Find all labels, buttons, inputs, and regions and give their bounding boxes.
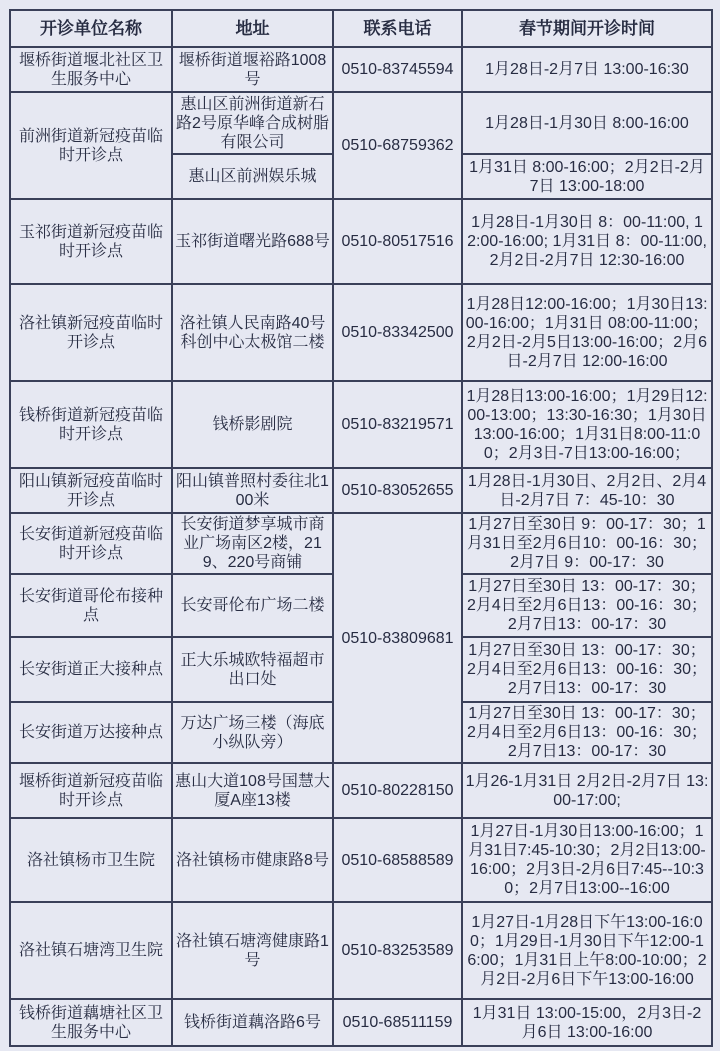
address-cell: 正大乐城欧特福超市出口处 <box>172 637 333 702</box>
address-cell: 万达广场三楼（海底小纵队旁） <box>172 702 333 763</box>
clinic-name-cell: 玉祁街道新冠疫苗临时开诊点 <box>10 199 172 284</box>
time-cell: 1月27日-1月28日下午13:00-16:00；1月29日-1月30日下午12:00-16:00；1月31日上午8:00-10:00；2月2日-2月6日下午13:00-16:00 <box>462 902 712 999</box>
address-cell: 长安街道梦享城市商业广场南区2楼，219、220号商铺 <box>172 513 333 574</box>
time-cell: 1月28日-1月30日 8:00-16:00 <box>462 92 712 154</box>
table-row <box>10 284 712 381</box>
time-cell: 1月28日12:00-16:00；1月30日13:00-16:00；1月31日 08:00-11:00；2月2日-2月5日13:00-16:00；2月6日-2月7日 12:00-16:00 <box>462 284 712 381</box>
table-row <box>10 513 712 574</box>
clinic-name-cell: 阳山镇新冠疫苗临时开诊点 <box>10 468 172 513</box>
phone-cell: 0510-80517516 <box>333 199 462 284</box>
address-cell: 钱桥影剧院 <box>172 381 333 468</box>
address-cell: 阳山镇普照村委往北100米 <box>172 468 333 513</box>
time-cell: 1月27日至30日 13：00-17：30；2月4日至2月6日13：00-16：30；2月7日13：00-17：30 <box>462 574 712 637</box>
table-row <box>10 763 712 818</box>
time-cell: 1月28日-1月30日、2月2日、2月4日-2月7日 7：45-10：30 <box>462 468 712 513</box>
table-row <box>10 468 712 513</box>
time-cell: 1月27日至30日 9：00-17：30；1月31日至2月6日10：00-16：30；2月7日 9：00-17：30 <box>462 513 712 574</box>
clinic-name-cell: 钱桥街道藕塘社区卫生服务中心 <box>10 999 172 1046</box>
phone-cell: 0510-83745594 <box>333 47 462 92</box>
table-row <box>10 92 712 154</box>
time-cell: 1月27日至30日 13：00-17：30；2月4日至2月6日13：00-16：30；2月7日13：00-17：30 <box>462 637 712 702</box>
address-cell: 玉祁街道曙光路688号 <box>172 199 333 284</box>
time-cell: 1月31日 13:00-15:00，2月3日-2月6日 13:00-16:00 <box>462 999 712 1046</box>
time-cell: 1月28日-1月30日 8：00-11:00, 12:00-16:00; 1月31日 8：00-11:00, 2月2日-2月7日 12:30-16:00 <box>462 199 712 284</box>
clinic-schedule-table <box>9 9 713 1047</box>
time-cell: 1月27日至30日 13：00-17：30；2月4日至2月6日13：00-16：30；2月7日13：00-17：30 <box>462 702 712 763</box>
table-row <box>10 999 712 1046</box>
address-cell: 堰桥街道堰裕路1008号 <box>172 47 333 92</box>
table-row <box>10 902 712 999</box>
address-cell: 洛社镇人民南路40号科创中心太极馆二楼 <box>172 284 333 381</box>
header-hours: 春节期间开诊时间 <box>462 10 712 47</box>
phone-cell: 0510-83219571 <box>333 381 462 468</box>
time-cell: 1月28日-2月7日 13:00-16:30 <box>462 47 712 92</box>
clinic-name-cell: 长安街道哥伦布接种点 <box>10 574 172 637</box>
address-cell: 长安哥伦布广场二楼 <box>172 574 333 637</box>
time-cell: 1月27日-1月30日13:00-16:00；1月31日7:45-10:30；2月2日13:00-16:00；2月3日-2月6日7:45--10:30；2月7日13:00--16:00 <box>462 818 712 902</box>
phone-cell: 0510-83052655 <box>333 468 462 513</box>
address-cell: 洛社镇石塘湾健康路1号 <box>172 902 333 999</box>
clinic-name-cell: 长安街道万达接种点 <box>10 702 172 763</box>
table-row <box>10 381 712 468</box>
phone-cell: 0510-68511159 <box>333 999 462 1046</box>
time-cell: 1月26-1月31日 2月2日-2月7日 13:00-17:00; <box>462 763 712 818</box>
address-cell: 洛社镇杨市健康路8号 <box>172 818 333 902</box>
clinic-name-cell: 前洲街道新冠疫苗临时开诊点 <box>10 92 172 199</box>
header-clinic-name: 开诊单位名称 <box>10 10 172 47</box>
table-row <box>10 818 712 902</box>
time-cell: 1月28日13:00-16:00；1月29日12:00-13:00；13:30-16:30；1月30日13:00-16:00；1月31日8:00-11:00；2月3日-7日13:00-16:00； <box>462 381 712 468</box>
clinic-name-cell: 洛社镇石塘湾卫生院 <box>10 902 172 999</box>
address-cell: 惠山区前洲街道新石路2号原华峰合成树脂有限公司 <box>172 92 333 154</box>
address-cell: 惠山大道108号国慧大厦A座13楼 <box>172 763 333 818</box>
address-cell: 惠山区前洲娱乐城 <box>172 154 333 199</box>
clinic-name-cell: 长安街道新冠疫苗临时开诊点 <box>10 513 172 574</box>
clinic-name-cell: 堰桥街道新冠疫苗临时开诊点 <box>10 763 172 818</box>
clinic-name-cell: 堰桥街道堰北社区卫生服务中心 <box>10 47 172 92</box>
phone-cell: 0510-80228150 <box>333 763 462 818</box>
time-cell: 1月31日 8:00-16:00；2月2日-2月7日 13:00-18:00 <box>462 154 712 199</box>
table-header-row <box>10 10 712 47</box>
clinic-name-cell: 洛社镇杨市卫生院 <box>10 818 172 902</box>
phone-cell: 0510-68759362 <box>333 92 462 199</box>
clinic-name-cell: 钱桥街道新冠疫苗临时开诊点 <box>10 381 172 468</box>
clinic-name-cell: 洛社镇新冠疫苗临时开诊点 <box>10 284 172 381</box>
clinic-name-cell: 长安街道正大接种点 <box>10 637 172 702</box>
phone-cell: 0510-83253589 <box>333 902 462 999</box>
phone-cell: 0510-68588589 <box>333 818 462 902</box>
phone-cell: 0510-83342500 <box>333 284 462 381</box>
header-phone: 联系电话 <box>333 10 462 47</box>
phone-cell: 0510-83809681 <box>333 513 462 763</box>
table-row <box>10 199 712 284</box>
header-address: 地址 <box>172 10 333 47</box>
table-body <box>10 47 712 1046</box>
table-row <box>10 47 712 92</box>
address-cell: 钱桥街道藕洛路6号 <box>172 999 333 1046</box>
